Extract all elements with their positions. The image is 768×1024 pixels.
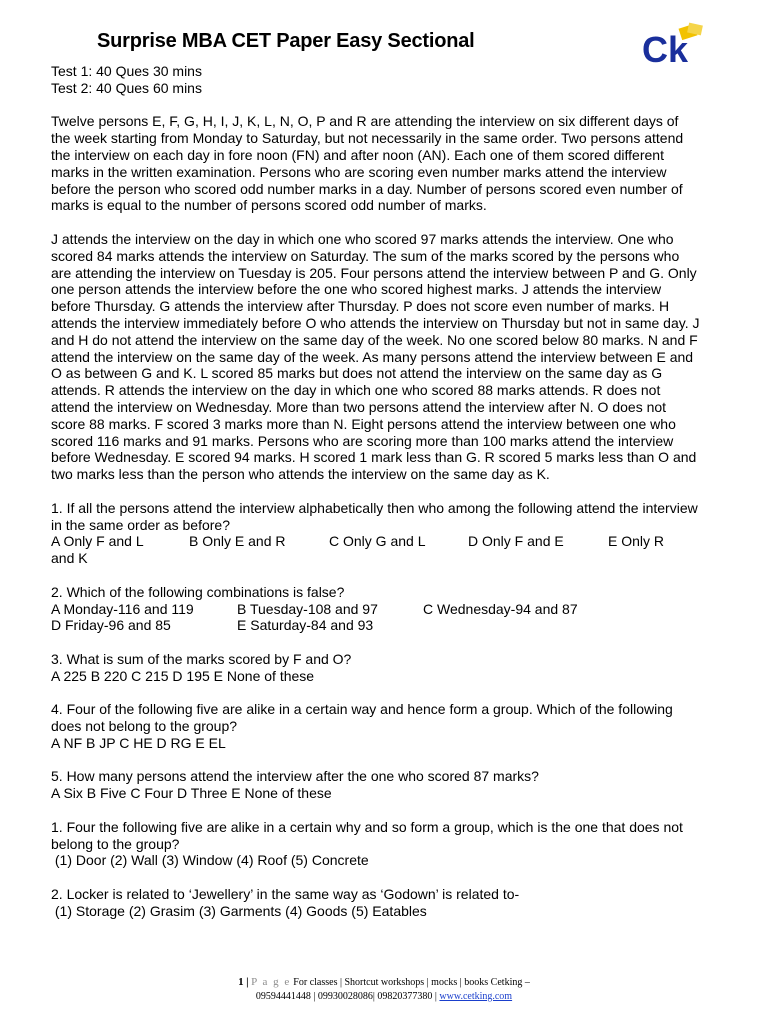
page-label: P a g e bbox=[251, 976, 291, 988]
option: E Saturday-84 and 93 bbox=[237, 617, 374, 634]
option: A Monday-116 and 119 bbox=[51, 600, 194, 617]
option: B Only E and R bbox=[189, 533, 286, 550]
question-6: 1. Four the following five are alike in a certain why and so form a group, which is the one that does not belong to the group? bbox=[51, 818, 683, 852]
option: C Only G and L bbox=[329, 533, 426, 550]
option: E Only R bbox=[608, 533, 665, 550]
test-line-1: Test 1: 40 Ques 30 mins bbox=[51, 63, 202, 79]
option: A Only F and L bbox=[51, 533, 144, 550]
option: B Tuesday-108 and 97 bbox=[237, 600, 378, 617]
website-link[interactable]: www.cetking.com bbox=[439, 991, 513, 1002]
passage-paragraph-2: J attends the interview on the day in which one who scored 97 marks attends the interview. One who scored 84 marks attends the interview on Saturday. The sum of the marks scored by the persons who are attending the interview on Tuesday is 205. Four persons attend the interview between P and G. Only one person attends the interview before the one who scored highest marks. J attends the interview before Thursday. G attends the interview after Thursday. P does not score even number of marks. H attends the interview immediately before O who attends the interview on Thursday but not in same day. J and H do not attend the interview on the same day of the week. No one scored below 80 marks. N and F attend the interview on the same day of the week. As many persons attend the interview between E and O as between G and K. L scored 85 marks but does not attend the interview on the same day as G attends. R attends the interview on the day in which one who scored 88 marks attends. R does not attend the interview on Wednesday. More than two persons attend the interview after N. O does not score 88 marks. F scored 3 marks more than N. Eight persons attend the interview between one who scored 116 marks and 91 marks. Persons who are scoring more than 100 marks attend the interview before Wednesday. E scored 94 marks. H scored 1 mark less than G. R scored 5 marks less than O and two marks less than the person who attends the interview on the same day as K. bbox=[51, 230, 700, 483]
option: D Friday-96 and 85 bbox=[51, 617, 171, 634]
page-separator: | bbox=[246, 976, 249, 988]
document-body bbox=[51, 63, 701, 920]
question-6-options: (1) Door (2) Wall (3) Window (4) Roof (5) Concrete bbox=[51, 852, 369, 869]
page-footer bbox=[0, 975, 768, 1004]
page-title: Surprise MBA CET Paper Easy Sectional bbox=[97, 30, 475, 52]
question-5-options: A Six B Five C Four D Three E None of these bbox=[51, 785, 332, 802]
question-1-options-cont: and K bbox=[51, 550, 88, 567]
question-2: 2. Which of the following combinations is false? bbox=[51, 583, 345, 600]
question-2-options-row-2 bbox=[51, 617, 701, 634]
passage-paragraph-1: Twelve persons E, F, G, H, I, J, K, L, N, O, P and R are attending the interview on six different days of the week starting from Monday to Saturday, but not necessarily in the same order. Two persons attend the interview on each day in fore noon (FN) and after noon (AN). Each one of them scored different marks in the written examination. Persons who are scoring even number marks attend the interview before the person who scored odd number marks in a day. Number of persons scored even number of marks is equal to the number of persons scored odd number of marks. bbox=[51, 113, 684, 214]
question-3-options: A 225 B 220 C 215 D 195 E None of these bbox=[51, 667, 315, 684]
question-7-options: (1) Storage (2) Grasim (3) Garments (4) Goods (5) Eatables bbox=[51, 902, 427, 919]
question-4: 4. Four of the following five are alike in a certain way and hence form a group. Which of the following does not belong to the group? bbox=[51, 701, 673, 735]
question-2-options-row-1 bbox=[51, 601, 701, 618]
option: C Wednesday-94 and 87 bbox=[423, 600, 578, 617]
question-7: 2. Locker is related to ‘Jewellery’ in the same way as ‘Godown’ is related to- bbox=[51, 886, 520, 903]
question-1: 1. If all the persons attend the interview alphabetically then who among the following attend the interview in the same order as before? bbox=[51, 499, 698, 533]
option: D Only F and E bbox=[468, 533, 564, 550]
question-4-options: A NF B JP C HE D RG E EL bbox=[51, 734, 226, 751]
footer-line-1: For classes | Shortcut workshops | mocks | books Cetking – bbox=[293, 977, 530, 988]
question-1-options bbox=[51, 533, 701, 550]
question-3: 3. What is sum of the marks scored by F and O? bbox=[51, 650, 352, 667]
test-line-2: Test 2: 40 Ques 60 mins bbox=[51, 79, 202, 96]
page-number: 1 bbox=[238, 976, 244, 988]
question-5: 5. How many persons attend the interview after the one who scored 87 marks? bbox=[51, 768, 539, 785]
footer-phones: 09594441448 | 09930028086| 09820377380 | bbox=[255, 991, 440, 1002]
logo-text: Ck bbox=[642, 29, 689, 70]
